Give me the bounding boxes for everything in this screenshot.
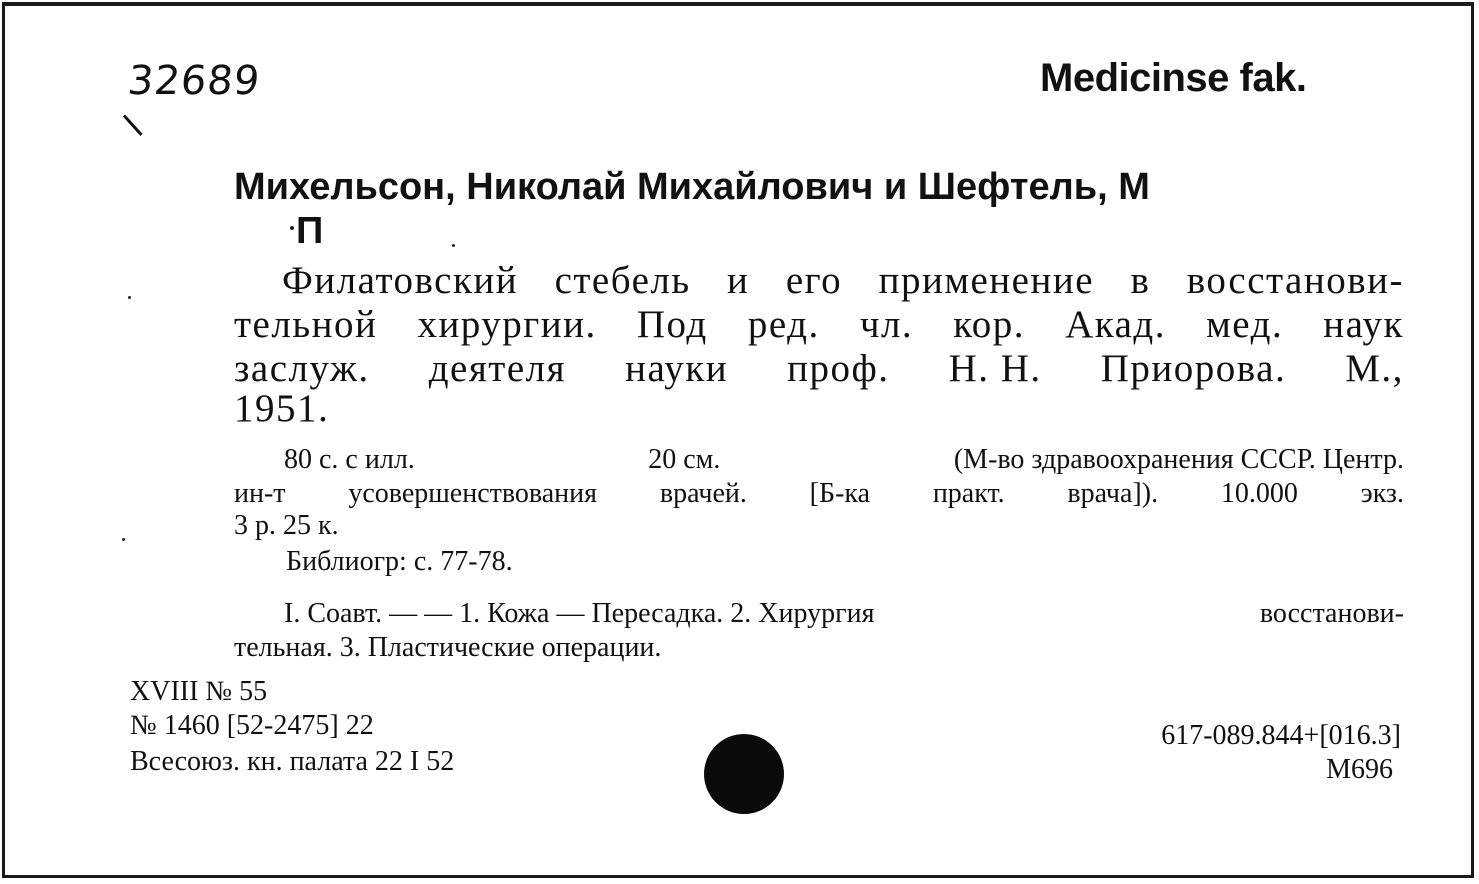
handwritten-accession-number: 32689 xyxy=(125,58,263,104)
word: экз. xyxy=(1360,478,1404,509)
word: Акад. xyxy=(1065,303,1167,346)
word: врачей. xyxy=(659,478,747,509)
word: восстанови- xyxy=(1259,598,1404,629)
word: заслуж. xyxy=(234,347,370,390)
book-chamber-note: Всесоюз. кн. палата 22 I 52 xyxy=(130,746,455,777)
word: в xyxy=(1130,259,1151,302)
word: деятеля xyxy=(428,347,567,390)
library-stamp: Medicinse fak. xyxy=(1040,56,1307,100)
record-number: № 1460 [52-2475] 22 xyxy=(130,710,374,741)
speck xyxy=(122,538,125,541)
call-number: M696 xyxy=(1326,754,1393,785)
title-line-1 xyxy=(234,258,1404,303)
word: мед. xyxy=(1206,303,1284,346)
word: наук xyxy=(1323,303,1404,346)
word: применение xyxy=(878,259,1095,302)
word: М., xyxy=(1345,347,1404,390)
speck xyxy=(128,296,131,299)
series-number: XVIII № 55 xyxy=(130,676,268,707)
word: хирургии. xyxy=(417,303,597,346)
title-line-3 xyxy=(234,346,1404,391)
word: усовершенствования xyxy=(348,478,598,509)
word: практ. xyxy=(932,478,1005,509)
word: восстанови- xyxy=(1186,259,1404,302)
word: его xyxy=(785,259,843,302)
word: проф. xyxy=(787,347,890,390)
title-line-2 xyxy=(234,302,1404,347)
price: 3 р. 25 к. xyxy=(234,510,339,541)
subject-headings: I. Соавт. — — 1. Кожа — Пересадка. 2. Хирургия xyxy=(284,598,875,629)
series-note: (М-во здравоохранения СССР. Центр. xyxy=(953,444,1404,475)
author-heading-continuation: П xyxy=(296,210,324,252)
card-punch-hole xyxy=(704,734,784,814)
size: 20 см. xyxy=(648,444,721,475)
word: Филатовский xyxy=(282,259,519,302)
word: стебель xyxy=(554,259,691,302)
word: науки xyxy=(625,347,729,390)
bibliography-note: Библиогр: с. 77-78. xyxy=(286,546,513,577)
word: ред. xyxy=(747,303,820,346)
word: Под xyxy=(636,303,708,346)
author-heading: Михельсон, Николай Михайлович и Шефтель, М xyxy=(234,166,1150,208)
description-line-1 xyxy=(234,444,1404,476)
subjects-line-2: тельная. 3. Пластические операции. xyxy=(234,632,662,663)
word: 10.000 xyxy=(1220,478,1298,509)
subjects-line-1 xyxy=(234,598,1404,630)
word: Приорова. xyxy=(1100,347,1287,390)
word: чл. xyxy=(859,303,914,346)
word: врача]). xyxy=(1067,478,1159,509)
word: кор. xyxy=(953,303,1025,346)
word: ин-т xyxy=(234,478,286,509)
title-line-4: 1951. xyxy=(234,387,330,430)
word: [Б-ка xyxy=(809,478,871,509)
speck xyxy=(452,244,455,247)
word: Н. Н. xyxy=(948,347,1042,390)
word: и xyxy=(727,259,750,302)
speck xyxy=(290,226,294,230)
extent: 80 с. с илл. xyxy=(284,444,415,475)
word: тельной xyxy=(234,303,378,346)
udc-classification: 617-089.844+[016.3] xyxy=(1161,720,1401,751)
description-line-2 xyxy=(234,478,1404,510)
